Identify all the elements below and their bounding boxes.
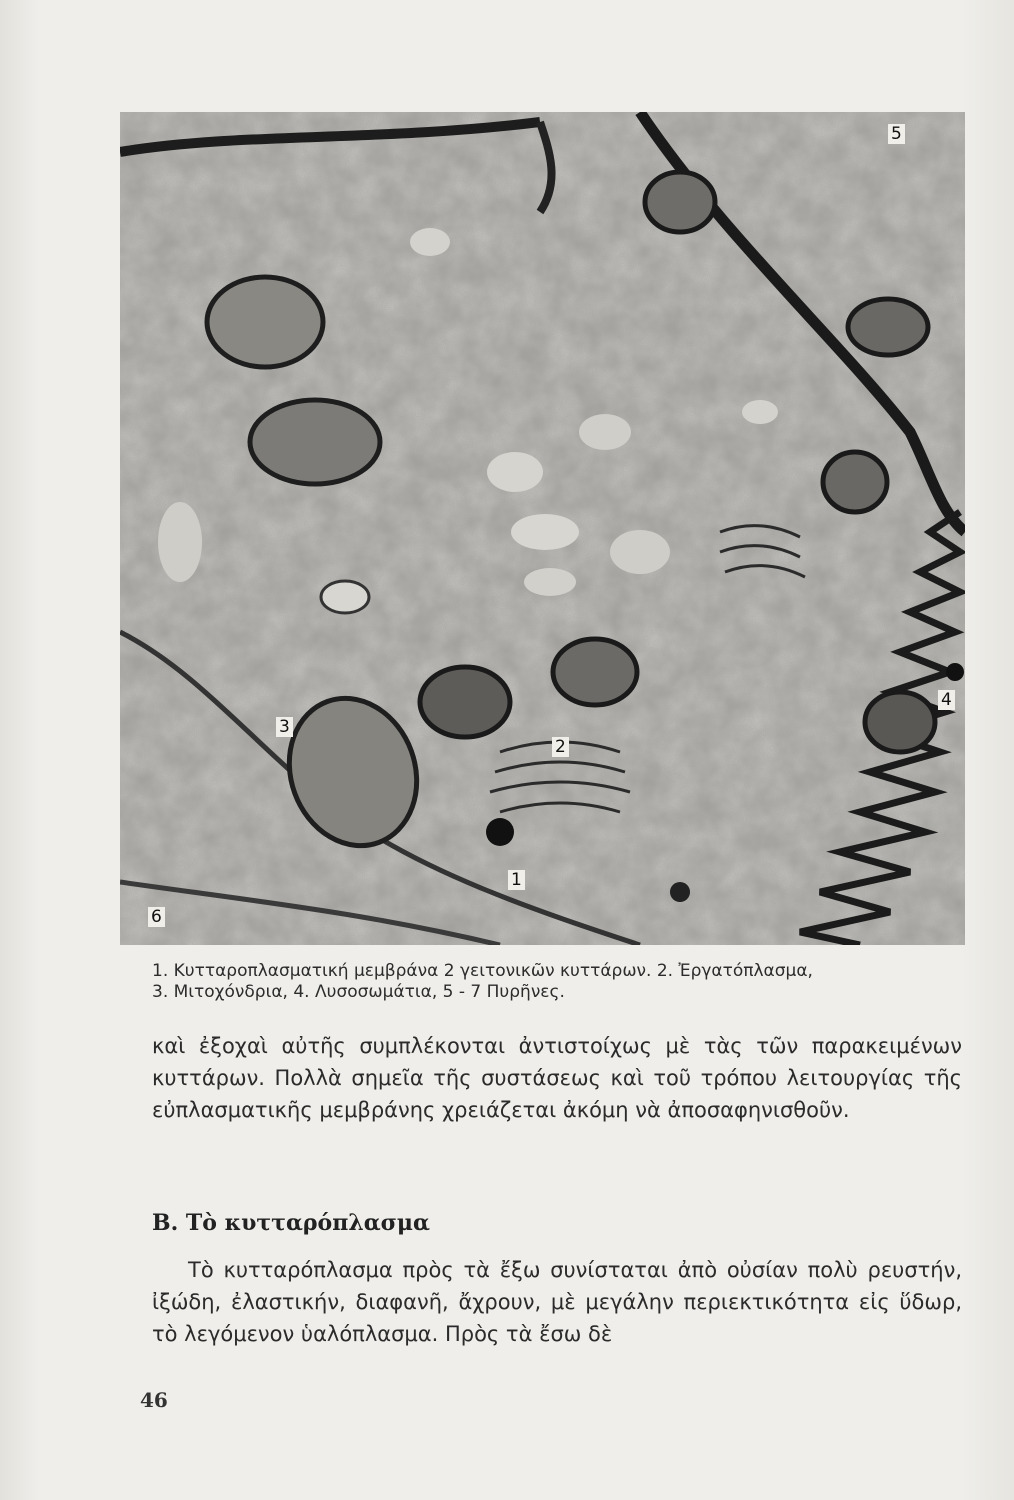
figure-label-6: 6: [148, 907, 165, 927]
electron-micrograph: [120, 112, 965, 945]
page-number: 46: [140, 1388, 168, 1412]
figure-label-5: 5: [888, 124, 905, 144]
caption-line-1: 1. Κυτταροπλασματική μεμβράνα 2 γειτονικῶν κυττάρων. 2. Ἐργατόπλασμα,: [152, 961, 813, 981]
section-heading: Β. Τὸ κυτταρόπλασμα: [152, 1210, 430, 1236]
paragraph-cytoplasm: Τὸ κυτταρόπλασμα πρὸς τὰ ἔξω συνίσταται ἀπὸ οὐσίαν πολὺ ρευστήν, ἰξώδη, ἐλαστικήν, διαφανῆ, ἄχρουν, μὲ μεγάλην περιεκτικότητα εἰς ὕδωρ, τὸ λεγόμενον ὑαλόπλασμα. Πρὸς τὰ ἔσω δὲ: [152, 1258, 962, 1346]
figure-label-1: 1: [508, 870, 525, 890]
figure-caption: [152, 961, 962, 1003]
paragraph-membrane: καὶ ἐξοχαὶ αὐτῆς συμπλέκονται ἀντιστοίχως μὲ τὰς τῶν παρακειμένων κυττάρων. Πολλὰ σημεῖα τῆς συστάσεως καὶ τοῦ τρόπου λειτουργίας τῆς εὐπλασματικῆς μεμβράνης χρειάζεται ἀκόμη νὰ ἀποσαφηνισθοῦν.: [152, 1034, 962, 1122]
caption-line-2: 3. Μιτοχόνδρια, 4. Λυσοσωμάτια, 5 - 7 Πυρῆνες.: [152, 982, 565, 1002]
figure-label-2: 2: [552, 737, 569, 757]
figure-label-4: 4: [938, 690, 955, 710]
figure-label-3: 3: [276, 717, 293, 737]
